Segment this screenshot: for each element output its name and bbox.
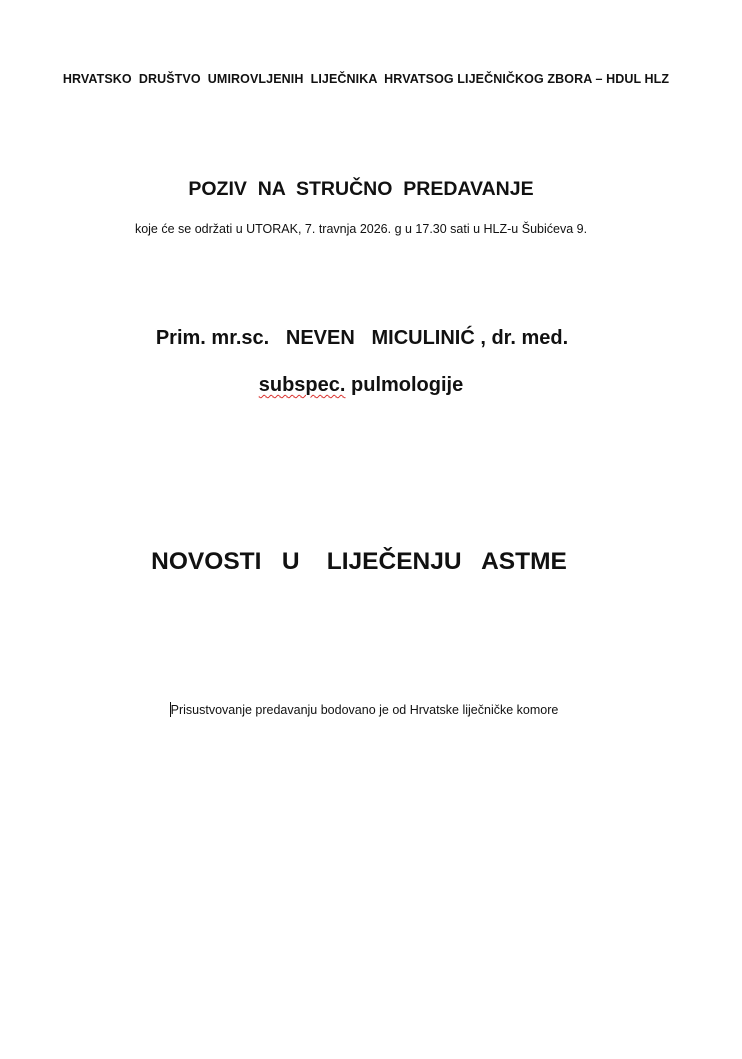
accreditation-note: Prisustvovanje predavanju bodovano je od Hrvatske liječničke komore	[170, 703, 559, 717]
speaker-specialty	[0, 374, 732, 397]
speaker-name: Prim. mr.sc. NEVEN MICULINIĆ , dr. med.	[155, 327, 569, 349]
lecture-title: NOVOSTI U LIJEČENJU ASTME	[151, 548, 567, 575]
invitation-heading: POZIV NA STRUČNO PREDAVANJE	[188, 178, 534, 200]
specialty-text: pulmologije	[345, 374, 464, 396]
organization-header: HRVATSKO DRUŠTVO UMIROVLJENIH LIJEČNIKA HRVATSOG LIJEČNIČKOG ZBORA – HDUL HLZ	[62, 72, 670, 86]
accreditation-note-line[interactable]	[0, 702, 735, 717]
event-details: koje će se održati u UTORAK, 7. travnja 2026. g u 17.30 sati u HLZ-u Šubićeva 9.	[134, 222, 588, 236]
spellcheck-flagged-word: subspec.	[258, 374, 346, 396]
